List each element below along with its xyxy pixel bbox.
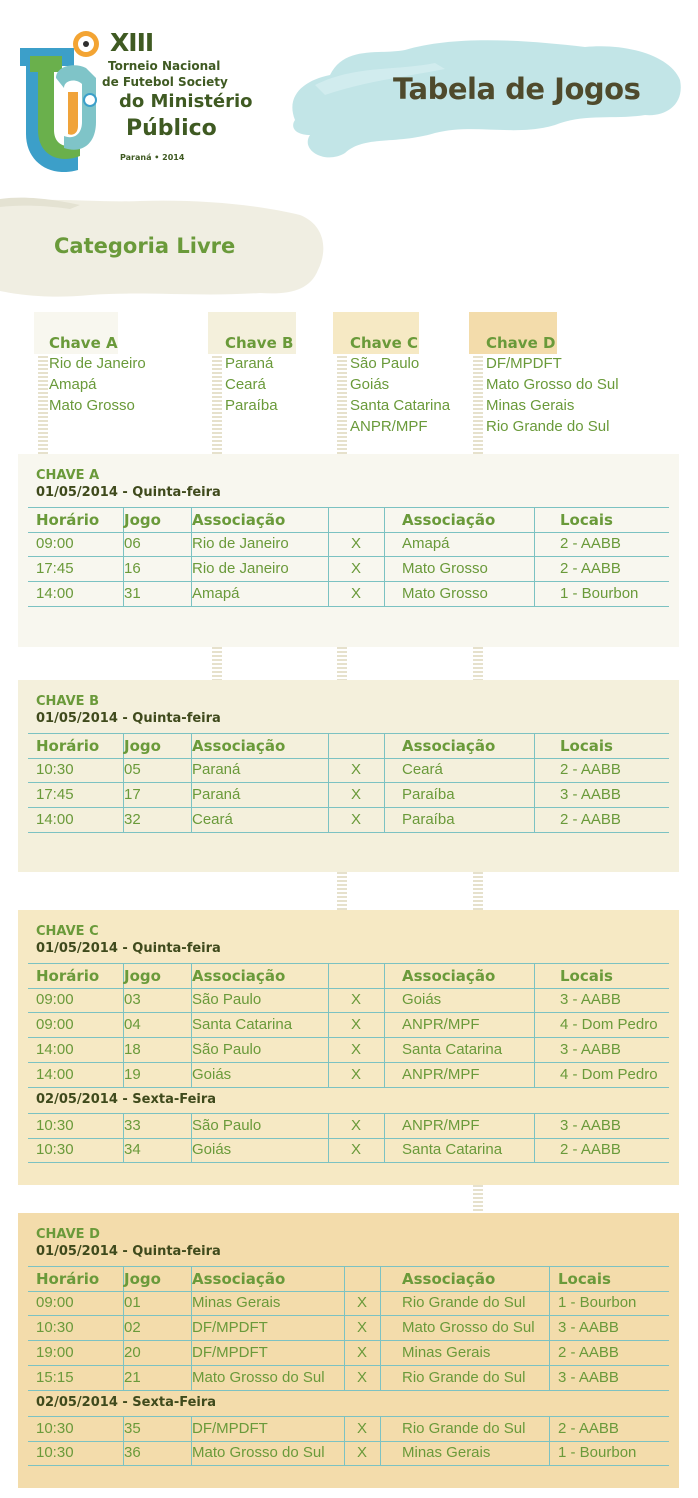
game-number-cell: 36 (124, 1444, 141, 1461)
column-divider (384, 508, 385, 532)
away-team-cell: Goiás (402, 991, 442, 1008)
venue-cell: 3 - AABB (558, 1369, 619, 1386)
time-cell: 14:00 (36, 1066, 74, 1083)
group-a-team: Rio de Janeiro (49, 355, 146, 372)
section-title: CHAVE A (36, 468, 100, 483)
home-team-cell: Mato Grosso do Sul (192, 1369, 325, 1386)
section-chave-a (18, 454, 679, 647)
column-divider (384, 1063, 385, 1087)
table-row (28, 1038, 669, 1063)
venue-cell: 3 - AABB (560, 991, 621, 1008)
column-divider (384, 783, 385, 807)
time-cell: 09:00 (36, 535, 74, 552)
header-venue: Locais (558, 1270, 611, 1288)
game-number-cell: 32 (124, 811, 141, 828)
connector-c-low (337, 872, 347, 910)
column-divider (534, 1138, 535, 1162)
header-game: Jogo (124, 967, 161, 985)
time-cell: 09:00 (36, 1016, 74, 1033)
connector-c-mid (337, 647, 347, 680)
game-number-cell: 33 (124, 1117, 141, 1134)
venue-cell: 4 - Dom Pedro (560, 1016, 658, 1033)
versus-cell: X (350, 1041, 361, 1058)
group-b-team: Paraíba (225, 397, 278, 414)
versus-cell: X (350, 786, 361, 803)
column-divider (534, 758, 535, 782)
time-cell: 14:00 (36, 811, 74, 828)
table-row (28, 1366, 669, 1391)
away-team-cell: Santa Catarina (402, 1141, 503, 1158)
column-divider (384, 557, 385, 581)
header-team-1: Associação (192, 967, 286, 985)
group-c-team: Santa Catarina (350, 397, 451, 414)
away-team-cell: Mato Grosso do Sul (402, 1319, 535, 1336)
header-venue: Locais (560, 737, 613, 755)
versus-cell: X (350, 761, 361, 778)
time-cell: 19:00 (36, 1344, 74, 1361)
column-divider (534, 508, 535, 532)
table-row (28, 1416, 669, 1442)
section-title: CHAVE D (36, 1227, 100, 1242)
time-cell: 10:30 (36, 1319, 74, 1336)
time-cell: 09:00 (36, 991, 74, 1008)
connector-d-mid (473, 647, 483, 680)
home-team-cell: São Paulo (192, 1117, 262, 1134)
column-divider (384, 758, 385, 782)
home-team-cell: Amapá (192, 585, 240, 602)
column-divider (534, 1038, 535, 1062)
game-number-cell: 17 (124, 786, 141, 803)
table-row (28, 1291, 669, 1316)
venue-cell: 3 - AABB (560, 1041, 621, 1058)
group-c-team: Goiás (350, 376, 390, 393)
column-divider (534, 964, 535, 988)
header-game: Jogo (124, 737, 161, 755)
venue-cell: 2 - AABB (560, 535, 621, 552)
header-time: Horário (36, 511, 100, 529)
header-time: Horário (36, 967, 100, 985)
venue-cell: 3 - AABB (558, 1319, 619, 1336)
column-divider (534, 557, 535, 581)
versus-cell: X (350, 585, 361, 602)
group-d-team: Minas Gerais (486, 397, 575, 414)
time-cell: 10:30 (36, 1117, 74, 1134)
game-number-cell: 35 (124, 1420, 141, 1437)
day-date: 01/05/2014 - Quinta-feira (36, 485, 221, 500)
column-divider (384, 964, 385, 988)
header-team-1: Associação (192, 737, 286, 755)
home-team-cell: Mato Grosso do Sul (192, 1444, 325, 1461)
game-number-cell: 16 (124, 560, 141, 577)
header-versus (328, 508, 384, 532)
game-number-cell: 02 (124, 1319, 141, 1336)
game-number-cell: 19 (124, 1066, 141, 1083)
group-a-team: Mato Grosso (49, 397, 135, 414)
home-team-cell: Santa Catarina (192, 1016, 293, 1033)
table-header-row (28, 963, 669, 989)
away-team-cell: Mato Grosso (402, 560, 488, 577)
home-team-cell: São Paulo (192, 991, 262, 1008)
versus-cell: X (356, 1420, 367, 1437)
column-divider (549, 1341, 550, 1365)
column-divider (380, 1441, 381, 1465)
logo-emblem-icon (16, 22, 116, 172)
away-team-cell: Ceará (402, 761, 443, 778)
table-row (28, 1013, 669, 1038)
away-team-cell: Minas Gerais (402, 1444, 491, 1461)
table-row (28, 783, 669, 808)
column-divider (384, 532, 385, 556)
versus-cell: X (350, 1016, 361, 1033)
table-row (28, 988, 669, 1013)
venue-cell: 2 - AABB (560, 560, 621, 577)
table-header-row (28, 507, 669, 533)
home-team-cell: DF/MPDFT (192, 1319, 268, 1336)
time-cell: 17:45 (36, 786, 74, 803)
game-number-cell: 04 (124, 1016, 141, 1033)
column-divider (549, 1267, 550, 1291)
away-team-cell: Rio Grande do Sul (402, 1294, 526, 1311)
column-divider (534, 1063, 535, 1087)
game-number-cell: 34 (124, 1141, 141, 1158)
venue-cell: 1 - Bourbon (558, 1444, 637, 1461)
column-divider (380, 1417, 381, 1441)
table-row (28, 582, 669, 607)
group-c-title: Chave C (350, 334, 418, 352)
header-venue: Locais (560, 967, 613, 985)
header-time: Horário (36, 737, 100, 755)
game-number-cell: 31 (124, 585, 141, 602)
home-team-cell: São Paulo (192, 1041, 262, 1058)
venue-cell: 3 - AABB (560, 1117, 621, 1134)
connector-d-bottom (473, 1185, 483, 1213)
section-chave-b (18, 680, 679, 872)
logo-line-5: Paraná • 2014 (120, 153, 185, 162)
time-cell: 10:30 (36, 1420, 74, 1437)
game-number-cell: 05 (124, 761, 141, 778)
logo-line-2: de Futebol Society (102, 75, 228, 89)
away-team-cell: Paraíba (402, 811, 455, 828)
versus-cell: X (350, 1117, 361, 1134)
connector-d-top (473, 352, 483, 454)
away-team-cell: Paraíba (402, 786, 455, 803)
column-divider (549, 1417, 550, 1441)
connector-a (38, 352, 48, 454)
table-header-row (28, 1266, 669, 1292)
column-divider (380, 1341, 381, 1365)
column-divider (549, 1441, 550, 1465)
table-row (28, 758, 669, 783)
page-title: Tabela de Jogos (393, 72, 641, 106)
header-team-2: Associação (402, 967, 496, 985)
venue-cell: 1 - Bourbon (560, 585, 639, 602)
column-divider (380, 1316, 381, 1340)
day-date: 02/05/2014 - Sexta-Feira (36, 1395, 217, 1410)
logo-line-1: Torneio Nacional (108, 59, 221, 73)
game-number-cell: 21 (124, 1369, 141, 1386)
column-divider (384, 1138, 385, 1162)
game-number-cell: 06 (124, 535, 141, 552)
header-team-1: Associação (192, 511, 286, 529)
logo-line-3: do Ministério (119, 91, 253, 112)
category-title: Categoria Livre (54, 234, 236, 258)
venue-cell: 4 - Dom Pedro (560, 1066, 658, 1083)
away-team-cell: ANPR/MPF (402, 1117, 480, 1134)
header-versus (328, 964, 384, 988)
column-divider (380, 1366, 381, 1390)
time-cell: 15:15 (36, 1369, 74, 1386)
column-divider (384, 582, 385, 606)
home-team-cell: Rio de Janeiro (192, 535, 289, 552)
home-team-cell: Paraná (192, 786, 241, 803)
column-divider (384, 1038, 385, 1062)
versus-cell: X (356, 1294, 367, 1311)
time-cell: 10:30 (36, 761, 74, 778)
home-team-cell: Minas Gerais (192, 1294, 281, 1311)
game-number-cell: 20 (124, 1344, 141, 1361)
column-divider (534, 532, 535, 556)
table-row (28, 532, 669, 557)
tournament-logo (16, 22, 253, 172)
group-b-team: Paraná (225, 355, 274, 372)
game-number-cell: 01 (124, 1294, 141, 1311)
header-venue: Locais (560, 511, 613, 529)
versus-cell: X (350, 535, 361, 552)
time-cell: 10:30 (36, 1141, 74, 1158)
group-a-title: Chave A (49, 334, 118, 352)
column-divider (384, 1114, 385, 1138)
away-team-cell: ANPR/MPF (402, 1066, 480, 1083)
group-d-team: DF/MPDFT (486, 355, 562, 372)
header-team-2: Associação (402, 737, 496, 755)
venue-cell: 2 - AABB (558, 1344, 619, 1361)
table-row (28, 1063, 669, 1088)
away-team-cell: ANPR/MPF (402, 1016, 480, 1033)
column-divider (380, 1267, 381, 1291)
connector-b-top (212, 352, 222, 454)
table-row (28, 1341, 669, 1366)
logo-numeral: XIII (110, 28, 154, 57)
time-cell: 14:00 (36, 585, 74, 602)
time-cell: 09:00 (36, 1294, 74, 1311)
connector-d-low (473, 872, 483, 910)
header-versus (328, 734, 384, 758)
table-row (28, 1113, 669, 1139)
group-b-team: Ceará (225, 376, 266, 393)
time-cell: 14:00 (36, 1041, 74, 1058)
home-team-cell: DF/MPDFT (192, 1420, 268, 1437)
versus-cell: X (350, 991, 361, 1008)
section-title: CHAVE B (36, 694, 99, 709)
home-team-cell: Goiás (192, 1141, 232, 1158)
home-team-cell: Rio de Janeiro (192, 560, 289, 577)
header-game: Jogo (124, 511, 161, 529)
away-team-cell: Minas Gerais (402, 1344, 491, 1361)
game-number-cell: 18 (124, 1041, 141, 1058)
group-d-title: Chave D (486, 334, 556, 352)
away-team-cell: Mato Grosso (402, 585, 488, 602)
versus-cell: X (356, 1369, 367, 1386)
away-team-cell: Amapá (402, 535, 450, 552)
venue-cell: 3 - AABB (560, 786, 621, 803)
table-row (28, 1441, 669, 1466)
versus-cell: X (356, 1444, 367, 1461)
table-header-row (28, 733, 669, 759)
versus-cell: X (350, 811, 361, 828)
header-game: Jogo (124, 1270, 161, 1288)
day-date: 02/05/2014 - Sexta-Feira (36, 1092, 217, 1107)
header-versus (344, 1267, 380, 1291)
away-team-cell: Rio Grande do Sul (402, 1369, 526, 1386)
table-row (28, 1316, 669, 1341)
column-divider (534, 734, 535, 758)
group-c-team: ANPR/MPF (350, 418, 428, 435)
venue-cell: 1 - Bourbon (558, 1294, 637, 1311)
home-team-cell: Goiás (192, 1066, 232, 1083)
column-divider (534, 808, 535, 832)
section-chave-c (18, 910, 679, 1185)
column-divider (534, 1114, 535, 1138)
venue-cell: 2 - AABB (560, 811, 621, 828)
group-d-team: Rio Grande do Sul (486, 418, 610, 435)
logo-line-4: Público (126, 116, 217, 141)
venue-cell: 2 - AABB (560, 1141, 621, 1158)
column-divider (534, 988, 535, 1012)
header-team-1: Associação (192, 1270, 286, 1288)
table-row (28, 1138, 669, 1163)
column-divider (534, 1013, 535, 1037)
game-number-cell: 03 (124, 991, 141, 1008)
versus-cell: X (350, 1066, 361, 1083)
venue-cell: 2 - AABB (558, 1420, 619, 1437)
table-row (28, 557, 669, 582)
column-divider (549, 1366, 550, 1390)
group-b-title: Chave B (225, 334, 294, 352)
column-divider (384, 808, 385, 832)
connector-b-mid (212, 647, 222, 680)
header-team-2: Associação (402, 511, 496, 529)
versus-cell: X (350, 1141, 361, 1158)
time-cell: 10:30 (36, 1444, 74, 1461)
venue-cell: 2 - AABB (560, 761, 621, 778)
away-team-cell: Rio Grande do Sul (402, 1420, 526, 1437)
day-date: 01/05/2014 - Quinta-feira (36, 1244, 221, 1259)
table-row (28, 808, 669, 833)
column-divider (534, 783, 535, 807)
away-team-cell: Santa Catarina (402, 1041, 503, 1058)
column-divider (384, 988, 385, 1012)
header-time: Horário (36, 1270, 100, 1288)
column-divider (549, 1291, 550, 1315)
column-divider (384, 1013, 385, 1037)
column-divider (549, 1316, 550, 1340)
column-divider (534, 582, 535, 606)
group-d-team: Mato Grosso do Sul (486, 376, 619, 393)
section-chave-d (18, 1213, 679, 1488)
versus-cell: X (356, 1344, 367, 1361)
versus-cell: X (350, 560, 361, 577)
day-date: 01/05/2014 - Quinta-feira (36, 711, 221, 726)
day-date: 01/05/2014 - Quinta-feira (36, 941, 221, 956)
time-cell: 17:45 (36, 560, 74, 577)
column-divider (380, 1291, 381, 1315)
connector-c-top (337, 352, 347, 454)
home-team-cell: Ceará (192, 811, 233, 828)
home-team-cell: DF/MPDFT (192, 1344, 268, 1361)
group-a-team: Amapá (49, 376, 97, 393)
group-c-team: São Paulo (350, 355, 420, 372)
home-team-cell: Paraná (192, 761, 241, 778)
section-title: CHAVE C (36, 924, 99, 939)
header-team-2: Associação (402, 1270, 496, 1288)
column-divider (384, 734, 385, 758)
versus-cell: X (356, 1319, 367, 1336)
